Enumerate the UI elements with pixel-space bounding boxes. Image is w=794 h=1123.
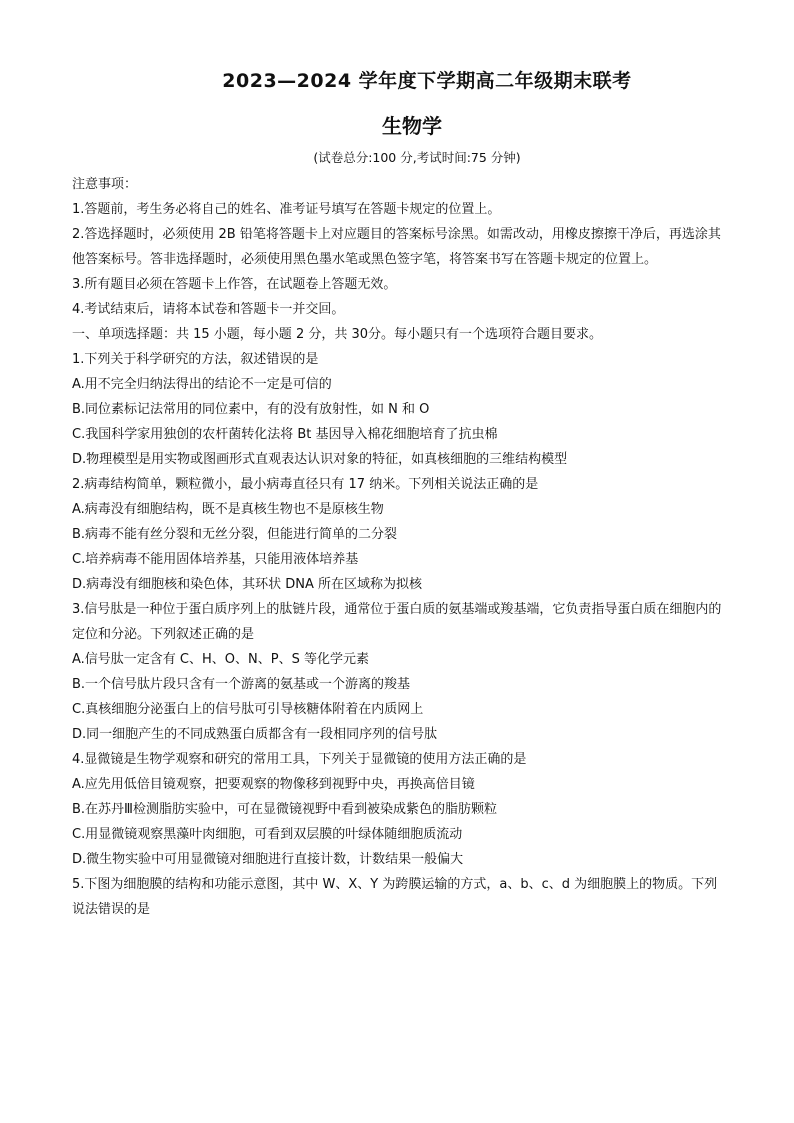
question-option: A.应先用低倍目镜观察，把要观察的物像移到视野中央，再换高倍目镜 (72, 777, 475, 792)
question-stem: 2.病毒结构简单，颗粒微小，最小病毒直径只有 17 纳米。下列相关说法正确的是 (72, 477, 539, 492)
question-option: C.真核细胞分泌蛋白上的信号肽可引导核糖体附着在内质网上 (72, 702, 424, 717)
exam-title: 2023—2024 学年度下学期高二年级期末联考 (222, 70, 632, 92)
question-stem: 1.下列关于科学研究的方法，叙述错误的是 (72, 352, 319, 367)
question-option: A.病毒没有细胞结构，既不是真核生物也不是原核生物 (72, 502, 384, 517)
exam-body (72, 172, 724, 922)
question-option: D.物理模型是用实物或图画形式直观表达认识对象的特征，如真核细胞的三维结构模型 (72, 452, 568, 467)
notice-item: 3.所有题目必须在答题卡上作答，在试题卷上答题无效。 (72, 277, 397, 292)
question-1 (72, 347, 724, 472)
notice-item: 1.答题前，考生务必将自己的姓名、准考证号填写在答题卡规定的位置上。 (72, 202, 501, 217)
notice-heading: 注意事项： (72, 177, 138, 192)
question-option: D.微生物实验中可用显微镜对细胞进行直接计数，计数结果一般偏大 (72, 852, 464, 867)
question-2 (72, 472, 724, 597)
question-option: D.同一细胞产生的不同成熟蛋白质都含有一段相同序列的信号肽 (72, 727, 438, 742)
question-option: D.病毒没有细胞核和染色体，其环状 DNA 所在区域称为拟核 (72, 577, 423, 592)
question-option: B.在苏丹Ⅲ检测脂肪实验中，可在显微镜视野中看到被染成紫色的脂肪颗粒 (72, 802, 498, 817)
notice-item: 2.答选择题时，必须使用 2B 铅笔将答题卡上对应题目的答案标号涂黑。如需改动，用橡皮擦擦干净后，再选涂其他答案标号。答非选择题时，必须使用黑色墨水笔或黑色签字笔，将答案书写在答题卡规定的位置上。 (72, 227, 721, 267)
notice-item: 4.考试结束后，请将本试卷和答题卡一并交回。 (72, 302, 345, 317)
question-3 (72, 597, 724, 747)
question-stem: 3.信号肽是一种位于蛋白质序列上的肽链片段，通常位于蛋白质的氨基端或羧基端，它负责指导蛋白质在细胞内的定位和分泌。下列叙述正确的是 (72, 602, 722, 642)
exam-meta: (试卷总分:100 分,考试时间:75 分钟) (313, 150, 521, 165)
question-4 (72, 747, 724, 872)
question-stem: 4.显微镜是生物学观察和研究的常用工具，下列关于显微镜的使用方法正确的是 (72, 752, 527, 767)
question-5 (72, 872, 724, 922)
question-option: C.用显微镜观察黑藻叶肉细胞，可看到双层膜的叶绿体随细胞质流动 (72, 827, 463, 842)
question-option: B.病毒不能有丝分裂和无丝分裂，但能进行简单的二分裂 (72, 527, 398, 542)
section-heading: 一、单项选择题：共 15 小题，每小题 2 分，共 30分。每小题只有一个选项符合题目要求。 (72, 327, 603, 342)
question-option: A.用不完全归纳法得出的结论不一定是可信的 (72, 377, 332, 392)
question-option: C.我国科学家用独创的农杆菌转化法将 Bt 基因导入棉花细胞培育了抗虫棉 (72, 427, 498, 442)
question-option: B.一个信号肽片段只含有一个游离的氨基或一个游离的羧基 (72, 677, 411, 692)
question-option: B.同位素标记法常用的同位素中，有的没有放射性，如 N 和 O (72, 402, 430, 417)
question-option: A.信号肽一定含有 C、H、O、N、P、S 等化学元素 (72, 652, 369, 667)
question-option: C.培养病毒不能用固体培养基，只能用液体培养基 (72, 552, 359, 567)
exam-subject: 生物学 (382, 114, 442, 138)
question-stem: 5.下图为细胞膜的结构和功能示意图，其中 W、X、Y 为跨膜运输的方式，a、b、c、d 为细胞膜上的物质。下列说法错误的是 (72, 877, 718, 917)
